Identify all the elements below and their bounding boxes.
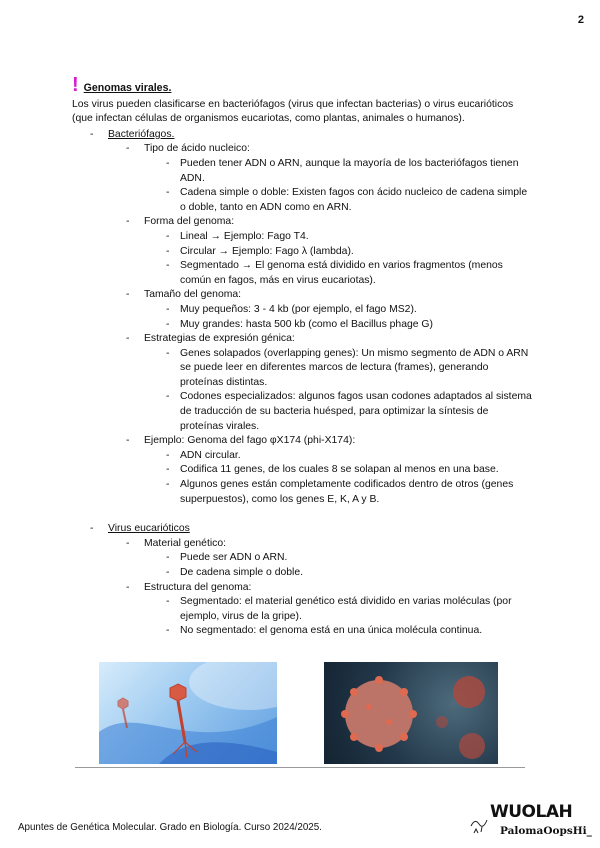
list-item: - Segmentado: el material genético está dividido en varias moléculas (por ejemplo, virus de la gripe).	[144, 595, 532, 624]
brand-logo: WUOLAH	[490, 802, 573, 822]
list-item: - Pueden tener ADN o ARN, aunque la mayoría de los bacteriófagos tienen ADN.	[144, 157, 532, 186]
list-item	[108, 581, 532, 639]
subsection-label: Tamaño del genoma:	[144, 289, 242, 301]
list-item: - Segmentado → El genoma está dividido en varios fragmentos (menos común en fagos, más en virus eucariotas).	[144, 259, 532, 288]
bacteriofagos-section	[72, 128, 532, 507]
section-heading	[72, 76, 532, 96]
subsection-label: Tipo de ácido nucleico:	[144, 143, 250, 155]
page-number: 2	[577, 14, 584, 26]
eucarioticos-title: Virus eucarióticos	[108, 523, 190, 535]
divider-line	[75, 767, 525, 768]
list-item: - Muy grandes: hasta 500 kb (como el Bacillus phage G)	[144, 318, 532, 333]
list-item	[108, 434, 532, 507]
illustrations	[97, 662, 497, 764]
list-item: - Genes solapados (overlapping genes): Un mismo segmento de ADN o ARN se puede leer en diferentes marcos de lectura (frames), generando proteínas distintas.	[144, 347, 532, 391]
exclamation-icon: !	[72, 74, 79, 96]
subsection-label: Ejemplo: Genoma del fago φX174 (phi-X174):	[144, 435, 356, 447]
list-item: - Codifica 11 genes, de los cuales 8 se solapan al menos en una base.	[144, 463, 532, 478]
subsection-label: Estrategias de expresión génica:	[144, 333, 295, 345]
scribble-icon	[468, 808, 490, 838]
footer-text: Apuntes de Genética Molecular. Grado en Biología. Curso 2024/2025.	[18, 822, 322, 833]
list-item: - Algunos genes están completamente codificados dentro de otros (genes superpuestos), como los genes E, K, A y B.	[144, 478, 532, 507]
list-item: - Circular → Ejemplo: Fago λ (lambda).	[144, 245, 532, 260]
list-item	[108, 288, 532, 332]
list-item	[108, 332, 532, 434]
list-item: - De cadena simple o doble.	[144, 566, 532, 581]
subsection-label: Estructura del genoma:	[144, 581, 252, 593]
list-item: - Puede ser ADN o ARN.	[144, 551, 532, 566]
list-item: - Codones especializados: algunos fagos usan codones adaptados al sistema de traducción de su bacteria huésped, para optimizar la síntesis de proteínas virales.	[144, 390, 532, 434]
subsection-label: Forma del genoma:	[144, 216, 235, 228]
list-item: - Lineal → Ejemplo: Fago T4.	[144, 230, 532, 245]
list-item	[108, 142, 532, 215]
eucarioticos-section	[72, 522, 532, 639]
bacteriofagos-title: Bacteriófagos.	[108, 128, 175, 140]
list-item: - Muy pequeños: 3 - 4 kb (por ejemplo, el fago MS2).	[144, 303, 532, 318]
brand-username: PalomaOopsHi_	[500, 825, 592, 837]
list-item: - ADN circular.	[144, 449, 532, 464]
heading-text: Genomas virales.	[83, 82, 172, 94]
bacteriophage-illustration	[99, 662, 277, 764]
list-item: - Cadena simple o doble: Existen fagos con ácido nucleico de cadena simple o doble, tanto en ADN como en ARN.	[144, 186, 532, 215]
list-item	[108, 215, 532, 288]
document-body	[72, 76, 532, 639]
subsection-label: Material genético:	[144, 537, 227, 549]
wuolah-branding	[468, 802, 594, 842]
list-item: - No segmentado: el genoma está en una única molécula continua.	[144, 624, 532, 639]
coronavirus-illustration	[324, 662, 498, 764]
list-item	[108, 537, 532, 581]
intro-paragraph: Los virus pueden clasificarse en bacteriófagos (virus que infectan bacterias) o virus eucarióticos (que infectan células de organismos eucariotas, como plantas, animales o humanos).	[72, 98, 514, 125]
